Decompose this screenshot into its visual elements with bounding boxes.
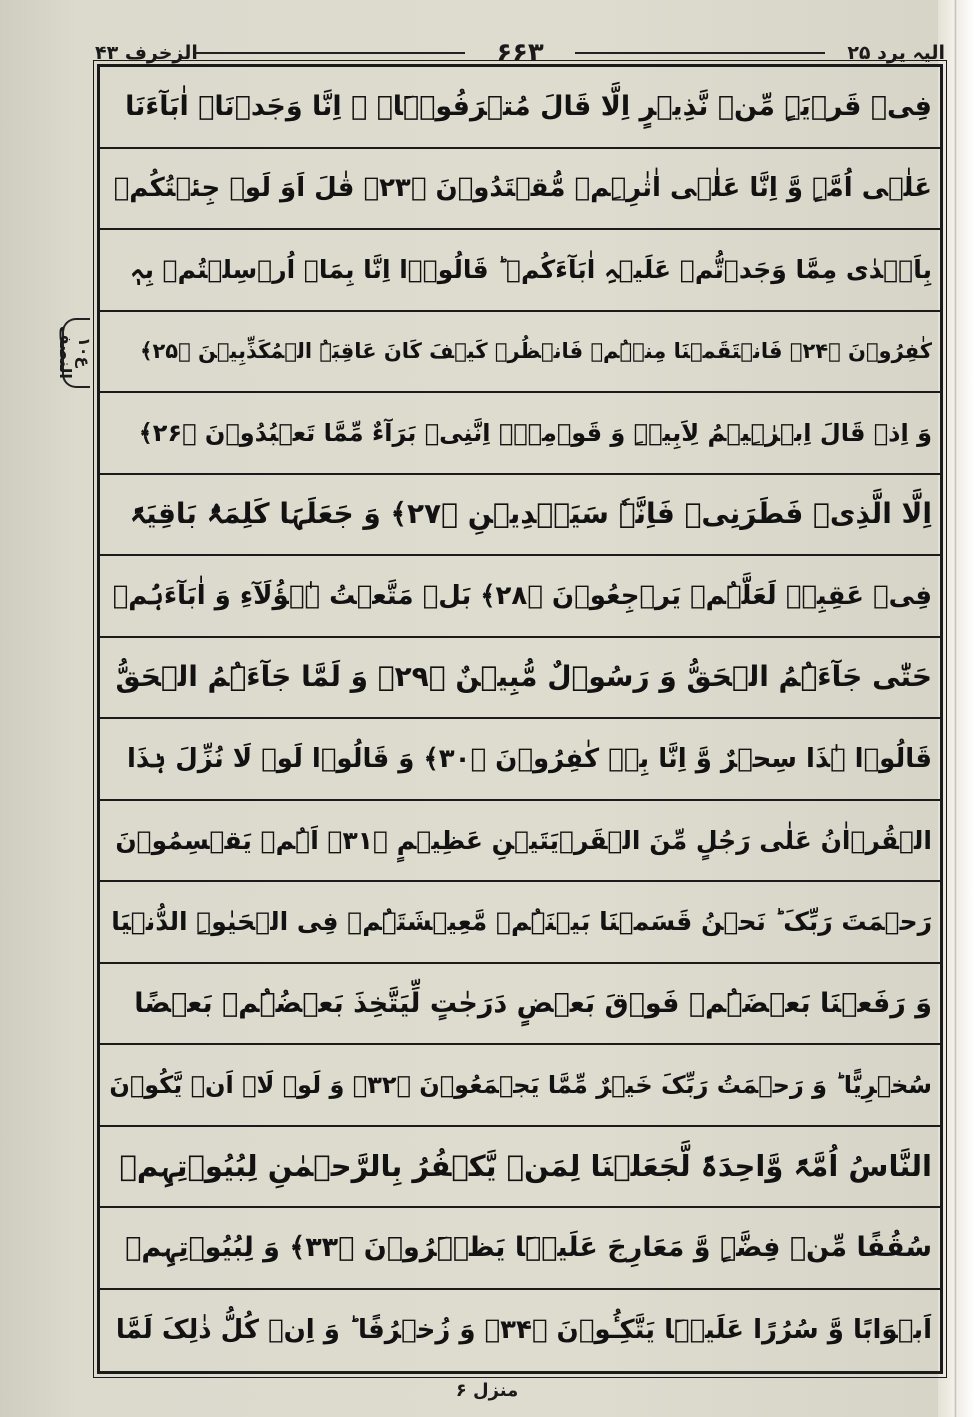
verse-line [100,719,940,801]
verse-line [100,1045,940,1127]
verse-line-text: سُقُفًا مِّنۡ فِضَّۃٍ وَّ مَعَارِجَ عَلَیۡہَا یَظۡہَرُوۡنَ ﴿۳۳﴾ وَ لِبُیُوۡتِہِمۡ [125,1232,932,1264]
juz-label: الیہ یرد ۲۵ [847,42,945,64]
verse-line-text: قَالُوۡا ہٰذَا سِحۡرٌ وَّ اِنَّا بِہٖ کٰفِرُوۡنَ ﴿۳۰﴾ وَ قَالُوۡا لَوۡ لَا نُزِّلَ ہٰذَا [127,743,932,774]
verse-line-text: وَ اِذۡ قَالَ اِبۡرٰہِیۡمُ لِاَبِیۡہِ وَ قَوۡمِہٖۤ اِنَّنِیۡ بَرَآءٌ مِّمَّا تَعۡبُدُوۡنَ ﴿۲۶﴾ [138,418,932,447]
text-frame [97,64,943,1374]
verse-line [100,393,940,475]
verse-line-text: اَبۡوَابًا وَّ سُرُرًا عَلَیۡہَا یَتَّکِـُٔوۡنَ ﴿۳۴﴾ وَ زُخۡرُفًا ؕ وَ اِنۡ کُلُّ ذٰلِکَ لَمَّا [115,1315,932,1346]
verse-line-text: فِیۡ عَقِبِہٖ لَعَلَّہُمۡ یَرۡجِعُوۡنَ ﴿۲۸﴾ بَلۡ مَتَّعۡتُ ہٰۤؤُلَآءِ وَ اٰبَآءَہُمۡ [112,580,932,611]
page-binding-edge [938,0,974,1417]
page-header [95,38,945,68]
verse-line-text: فِیۡ قَرۡیَۃٍ مِّنۡ نَّذِیۡرٍ اِلَّا قَالَ مُتۡرَفُوۡہَاۤ ۙ اِنَّا وَجَدۡنَاۤ اٰبَآءَنَا [125,91,932,123]
verse-line [100,882,940,964]
verse-line [100,1290,940,1372]
verse-line [100,964,940,1046]
verse-line [100,230,940,312]
verse-line-text: بِاَہۡدٰی مِمَّا وَجَدۡتُّمۡ عَلَیۡہِ اٰبَآءَکُمۡ ؕ قَالُوۡۤا اِنَّا بِمَاۤ اُرۡسِلۡتُمۡ بِہٖ [129,255,932,285]
verse-line [100,67,940,149]
verse-line [100,312,940,394]
verse-line [100,1208,940,1290]
verse-line-text: الۡقُرۡاٰنُ عَلٰی رَجُلٍ مِّنَ الۡقَرۡیَتَیۡنِ عَظِیۡمٍ ﴿۳۱﴾ اَہُمۡ یَقۡسِمُوۡنَ [115,825,932,855]
page-number: ۶۶۳ [496,38,544,68]
verse-line-text: سُخۡرِیًّا ؕ وَ رَحۡمَتُ رَبِّکَ خَیۡرٌ مِّمَّا یَجۡمَعُوۡنَ ﴿۳۲﴾ وَ لَوۡ لَاۤ اَنۡ یَّکُوۡنَ [109,1070,932,1099]
verse-line [100,149,940,231]
verse-line [100,475,940,557]
header-rule-left [195,52,465,54]
verse-line-text: کٰفِرُوۡنَ ﴿۲۴﴾ فَانۡتَقَمۡنَا مِنۡہُمۡ فَانۡظُرۡ کَیۡفَ کَانَ عَاقِبَۃُ الۡمُکَذِّبِیۡنَ ﴿۲۵﴾ [140,338,932,363]
header-rule-right [575,52,825,54]
verse-line-text: حَتّٰی جَآءَہُمُ الۡحَقُّ وَ رَسُوۡلٌ مُّبِیۡنٌ ﴿۲۹﴾ وَ لَمَّا جَآءَہُمُ الۡحَقُّ [115,660,932,694]
ruku-margin-note: ع۱۰ النصف [56,325,94,379]
verse-line-text: عَلٰۤی اُمَّۃٍ وَّ اِنَّا عَلٰۤی اٰثٰرِہِمۡ مُّقۡتَدُوۡنَ ﴿۲۳﴾ قٰلَ اَوَ لَوۡ جِئۡتُکُمۡ [113,173,932,204]
verse-line-text: رَحۡمَتَ رَبِّکَ ؕ نَحۡنُ قَسَمۡنَا بَیۡنَہُمۡ مَّعِیۡشَتَہُمۡ فِی الۡحَیٰوۃِ الدُّنۡیَا [111,907,932,937]
verse-line [100,1127,940,1209]
verse-line [100,556,940,638]
verse-line-text: اِلَّا الَّذِیۡ فَطَرَنِیۡ فَاِنَّہٗ سَیَہۡدِیۡنِ ﴿۲۷﴾ وَ جَعَلَہَا کَلِمَۃًۢ بَاقِیَۃً [129,497,932,531]
verse-line-text: وَ رَفَعۡنَا بَعۡضَہُمۡ فَوۡقَ بَعۡضٍ دَرَجٰتٍ لِّیَتَّخِذَ بَعۡضُہُمۡ بَعۡضًا [134,987,932,1019]
verse-line-text: النَّاسُ اُمَّۃً وَّاحِدَۃً لَّجَعَلۡنَا لِمَنۡ یَّکۡفُرُ بِالرَّحۡمٰنِ لِبُیُوۡتِہِمۡ [119,1148,932,1183]
manzil-footer: منزل ۶ [455,1380,519,1401]
verse-line [100,801,940,883]
verse-lines [100,67,940,1371]
verse-line [100,638,940,720]
surah-label: الزخرف ۴۳ [95,42,198,64]
